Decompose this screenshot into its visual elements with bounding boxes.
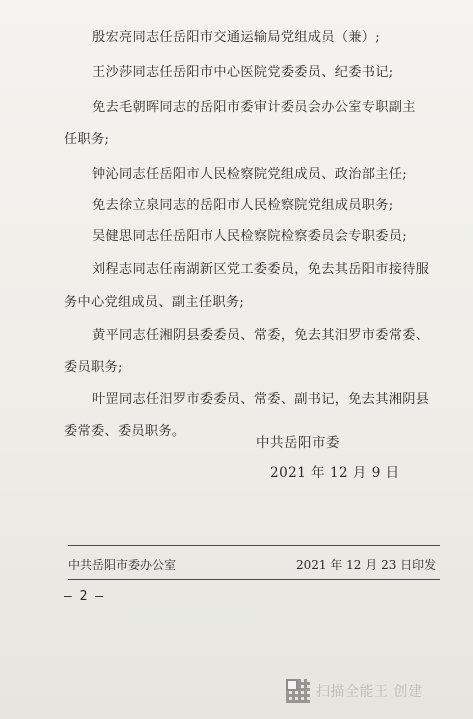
body-line: 吴健思同志任岳阳市人民检察院检察委员会专职委员; xyxy=(92,229,407,244)
body-line: 任职务; xyxy=(64,132,110,147)
body-line: 委常委、委员职务。 xyxy=(64,424,186,439)
body-line: 钟沁同志任岳阳市人民检察院党组成员、政治部主任; xyxy=(92,167,407,182)
signature-org: 中共岳阳市委 xyxy=(256,435,340,451)
scanner-watermark: 扫描全能王 创建 xyxy=(316,684,423,700)
footer-issuer: 中共岳阳市委办公室 xyxy=(68,558,177,572)
qr-code-icon xyxy=(286,679,310,703)
body-line: 黄平同志任湘阴县委委员、常委，免去其汨罗市委常委、 xyxy=(92,328,430,343)
body-line: 殷宏亮同志任岳阳市交通运输局党组成员（兼）; xyxy=(92,30,380,45)
footer-rule-bottom xyxy=(68,579,440,580)
footer-rule-top xyxy=(68,545,440,546)
page-number: — 2 — xyxy=(64,589,104,604)
body-line: 王沙莎同志任岳阳市中心医院党委委员、纪委书记; xyxy=(92,65,394,80)
body-line: 委员职务; xyxy=(64,360,123,375)
footer-print-date: 2021 年 12 月 23 日印发 xyxy=(296,558,437,572)
body-line: 叶罡同志任汨罗市委委员、常委、副书记，免去其湘阴县 xyxy=(92,392,430,407)
body-line: 刘程志同志任南湖新区党工委委员，免去其岳阳市接待服 xyxy=(92,262,430,277)
body-line: 免去徐立泉同志的岳阳市人民检察院党组成员职务; xyxy=(92,198,394,213)
body-line: 免去毛朝晖同志的岳阳市委审计委员会办公室专职副主 xyxy=(92,100,416,115)
body-line: 务中心党组成员、副主任职务; xyxy=(64,295,245,310)
signature-date: 2021 年 12 月 9 日 xyxy=(270,465,400,481)
